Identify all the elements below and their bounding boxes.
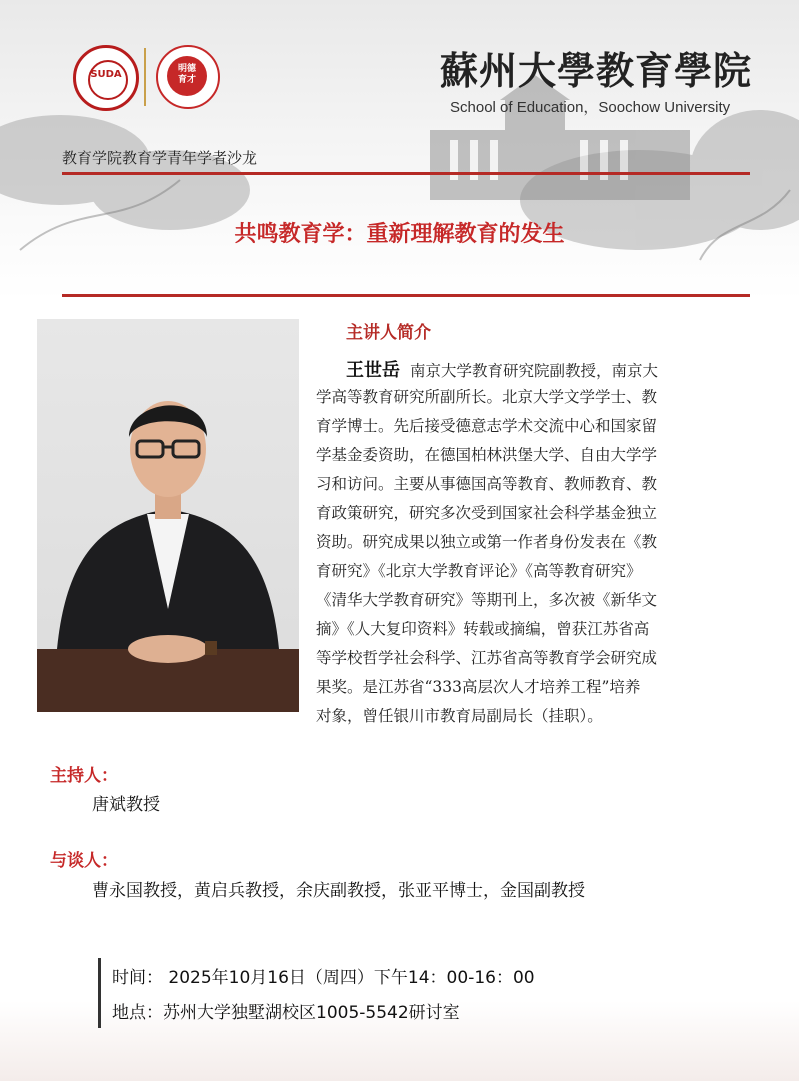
bio-line: 摘》《人大复印资料》转载或摘编，曾获江苏省高	[316, 620, 650, 638]
salon-series-title: 教育学院教育学青年学者沙龙	[62, 149, 258, 167]
school-name-english: School of Education，Soochow University	[450, 99, 731, 116]
host-label: 主持人：	[50, 766, 118, 786]
speaker-intro-heading: 主讲人简介	[346, 323, 431, 343]
discussants-label: 与谈人：	[50, 851, 118, 871]
soochow-university-logo: SUDA	[73, 45, 139, 111]
bio-line: 育研究》《北京大学教育评论》《高等教育研究》	[316, 562, 642, 580]
discussants-names: 曹永国教授，黄启兵教授，余庆副教授，张亚平博士，金国副教授	[92, 881, 585, 901]
event-time: 时间： 2025年10月16日（周四）下午14：00-16：00	[112, 968, 535, 988]
bio-line: 果奖。是江苏省“333高层次人才培养工程”培养	[316, 678, 641, 696]
school-name-chinese: 蘇州大學教育學院	[440, 48, 753, 93]
bio-line: 育政策研究，研究多次受到国家社会科学基金独立	[316, 504, 658, 522]
divider-top	[62, 172, 750, 175]
host-name: 唐斌教授	[92, 795, 160, 815]
divider-bottom	[62, 294, 750, 297]
logo-divider	[144, 48, 146, 106]
bio-line: 学高等教育研究所副所长。北京大学文学学士、教	[316, 388, 658, 406]
bio-line-1: 王世岳 南京大学教育研究院副教授，南京大	[346, 360, 659, 381]
speaker-photo	[37, 319, 299, 712]
speaker-name: 王世岳	[346, 360, 400, 381]
bio-line: 等学校哲学社会科学、江苏省高等教育学会研究成	[316, 649, 658, 667]
bio-line: 对象，曾任银川市教育局副局长（挂职）。	[316, 707, 603, 725]
event-location: 地点：苏州大学独墅湖校区1005-5542研讨室	[112, 1003, 460, 1023]
school-of-education-logo: 明德 育才	[156, 45, 220, 109]
event-title: 共鸣教育学：重新理解教育的发生	[234, 222, 565, 247]
bio-line: 育学博士。先后接受德意志学术交流中心和国家留	[316, 417, 658, 435]
info-accent-bar	[98, 958, 101, 1028]
bio-line: 《清华大学教育研究》等期刊上，多次被《新华文	[316, 591, 658, 609]
bio-line: 资助。研究成果以独立或第一作者身份发表在《教	[316, 533, 658, 551]
bio-line: 习和访问。主要从事德国高等教育、教师教育、教	[316, 475, 658, 493]
bio-line: 学基金委资助，在德国柏林洪堡大学、自由大学学	[316, 446, 658, 464]
